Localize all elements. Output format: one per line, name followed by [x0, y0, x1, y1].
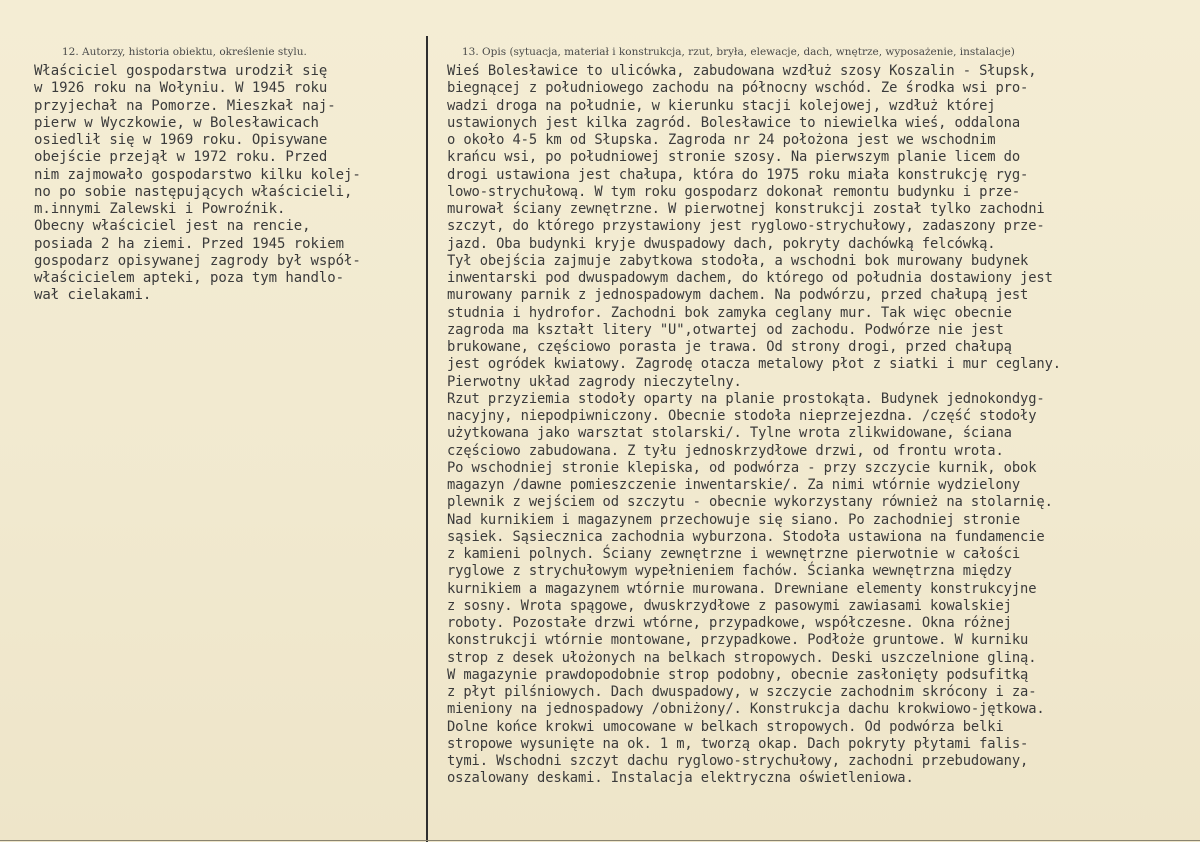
- left-text-line: pierw w Wyczkowie, w Bolesławicach: [34, 114, 319, 131]
- right-text-line: stropowe wysunięte na ok. 1 m, tworzą okap. Dach pokryty płytami falis-: [447, 735, 1029, 752]
- right-text-line: lowo-strychułową. W tym roku gospodarz dokonał remontu budynku i prze-: [447, 183, 1021, 200]
- right-column-header: 13. Opis (sytuacja, materiał i konstrukcja, rzut, bryła, elewacje, dach, wnętrze, wyposażenie, instalacje): [462, 46, 1015, 58]
- right-text-line: drogi ustawiona jest chałupa, która do 1975 roku miała konstrukcję ryg-: [447, 166, 1029, 183]
- left-text-line: gospodarz opisywanej zagrody był współ-: [34, 252, 361, 269]
- left-text-line: Właściciel gospodarstwa urodził się: [34, 63, 328, 79]
- right-text-line: ustawionych jest kilka zagród. Bolesławice to niewielka wieś, oddalona: [447, 114, 1021, 131]
- right-text-line: ryglowe z strychułowym wypełnieniem fachów. Ścianka wewnętrzna między: [447, 563, 1012, 580]
- left-text-line: w 1926 roku na Wołyniu. W 1945 roku: [34, 80, 328, 97]
- right-text-line: W magazynie prawdopodobnie strop podobny, obecnie zasłonięty podsufitką: [447, 666, 1029, 683]
- left-text-line: właścicielem apteki, poza tym handlo-: [34, 270, 345, 286]
- right-text-line: mieniony na jednospadowy /obniżony/. Konstrukcja dachu krokwiowo-jętkowa.: [447, 701, 1045, 718]
- right-text-line: roboty. Pozostałe drzwi wtórne, przypadkowe, współczesne. Okna różnej: [447, 615, 1012, 631]
- left-text-line: nim zajmowało gospodarstwo kilku kolej-: [34, 166, 361, 183]
- left-text-line: posiada 2 ha ziemi. Przed 1945 rokiem: [34, 235, 345, 252]
- right-text-line: o około 4-5 km od Słupska. Zagroda nr 24 położona jest we wschodnim: [447, 132, 996, 148]
- right-text-line: Wieś Bolesławice to ulicówka, zabudowana wzdłuż szosy Koszalin - Słupsk,: [447, 63, 1037, 79]
- right-column-text: [447, 63, 1061, 788]
- right-text-line: z sosny. Wrota spągowe, dwuskrzydłowe z pasowymi zawiasami kowalskiej: [447, 597, 1012, 614]
- left-text-line: przyjechał na Pomorze. Mieszkał naj-: [34, 97, 336, 114]
- right-text-line: Po wschodniej stronie klepiska, od podwórza - przy szczycie kurnik, obok: [447, 459, 1037, 476]
- right-text-line: jazd. Oba budynki kryje dwuspadowy dach, pokryty dachówką felcówką.: [447, 235, 996, 252]
- right-text-line: Pierwotny układ zagrody nieczytelny.: [447, 373, 742, 390]
- right-text-line: murowany parnik z jednospadowym dachem. Na podwórzu, przed chałupą jest: [447, 287, 1029, 304]
- right-text-line: użytkowana jako warsztat stolarski/. Tylne wrota zlikwidowane, ściana: [447, 425, 1012, 442]
- right-text-line: nacyjny, niepodpiwniczony. Obecnie stodoła nieprzejezdna. /część stodoły: [447, 408, 1037, 424]
- right-text-line: strop z desek ułożonych na belkach stropowych. Deski uszczelnione gliną.: [447, 649, 1037, 666]
- right-text-line: z kamieni polnych. Ściany zewnętrzne i wewnętrzne pierwotnie w całości: [447, 546, 1021, 562]
- right-text-line: plewnik z wejściem od szczytu - obecnie wykorzystany również na stolarnię.: [447, 494, 1053, 511]
- right-text-line: inwentarski pod dwuspadowym dachem, do którego od południa dostawiony jest: [447, 270, 1053, 286]
- right-text-line: studnia i hydrofor. Zachodni bok zamyka ceglany mur. Tak więc obecnie: [447, 304, 1012, 321]
- right-text-line: Rzut przyziemia stodoły oparty na planie prostokąta. Budynek jednokondyg-: [447, 390, 1045, 407]
- right-text-line: jest ogródek kwiatowy. Zagrodę otacza metalowy płot z siatki i mur ceglany.: [447, 356, 1061, 373]
- column-divider: [426, 36, 428, 842]
- right-text-line: częściowo zabudowana. Z tyłu jednoskrzydłowe drzwi, od frontu wrota.: [447, 442, 1004, 459]
- right-text-line: sąsiek. Sąsiecznica zachodnia wyburzona. Stodoła ustawiona na fundamencie: [447, 528, 1045, 545]
- right-text-line: z płyt pilśniowych. Dach dwuspadowy, w szczycie zachodnim skrócony i za-: [447, 684, 1037, 700]
- left-text-line: Obecny właściciel jest na rencie,: [34, 218, 311, 235]
- left-text-line: no po sobie następujących właścicieli,: [34, 183, 353, 200]
- bottom-edge: [0, 840, 1200, 841]
- left-text-line: osiedlił się w 1969 roku. Opisywane: [34, 132, 328, 148]
- right-text-line: konstrukcji wtórnie montowane, przypadkowe. Podłoże gruntowe. W kurniku: [447, 632, 1029, 649]
- left-text-line: m.innymi Zalewski i Powroźnik.: [34, 201, 286, 217]
- left-text-line: wał cielakami.: [34, 287, 152, 304]
- left-column-text: [34, 63, 361, 305]
- right-text-line: wadzi droga na południe, w kierunku stacji kolejowej, wzdłuż której: [447, 97, 996, 114]
- right-text-line: oszalowany deskami. Instalacja elektryczna oświetleniowa.: [447, 770, 914, 787]
- left-column-header: 12. Autorzy, historia obiektu, określenie stylu.: [62, 46, 307, 58]
- right-text-line: krańcu wsi, po południowej stronie szosy. Na pierwszym planie licem do: [447, 149, 1021, 166]
- left-text-line: obejście przejął w 1972 roku. Przed: [34, 149, 328, 166]
- right-text-line: magazyn /dawne pomieszczenie inwentarskie/. Za nimi wtórnie wydzielony: [447, 477, 1021, 493]
- right-text-line: biegnącej z południowego zachodu na północny wschód. Ze środka wsi pro-: [447, 80, 1029, 97]
- right-text-line: zagroda ma kształt litery "U",otwartej od zachodu. Podwórze nie jest: [447, 321, 1004, 338]
- right-text-line: murował ściany zewnętrzne. W pierwotnej konstrukcji został tylko zachodni: [447, 201, 1045, 217]
- right-text-line: Nad kurnikiem i magazynem przechowuje się siano. Po zachodniej stronie: [447, 511, 1021, 528]
- right-text-line: Tył obejścia zajmuje zabytkowa stodoła, a wschodni bok murowany budynek: [447, 252, 1029, 269]
- right-text-line: brukowane, częściowo porasta je trawa. Od strony drogi, przed chałupą: [447, 339, 1012, 355]
- right-text-line: szczyt, do którego przystawiony jest ryglowo-strychułowy, zadaszony prze-: [447, 218, 1045, 235]
- right-text-line: Dolne końce krokwi umocowane w belkach stropowych. Od podwórza belki: [447, 718, 1004, 735]
- right-text-line: kurnikiem a magazynem wtórnie murowana. Drewniane elementy konstrukcyjne: [447, 580, 1037, 597]
- right-text-line: tymi. Wschodni szczyt dachu ryglowo-strychułowy, zachodni przebudowany,: [447, 753, 1029, 769]
